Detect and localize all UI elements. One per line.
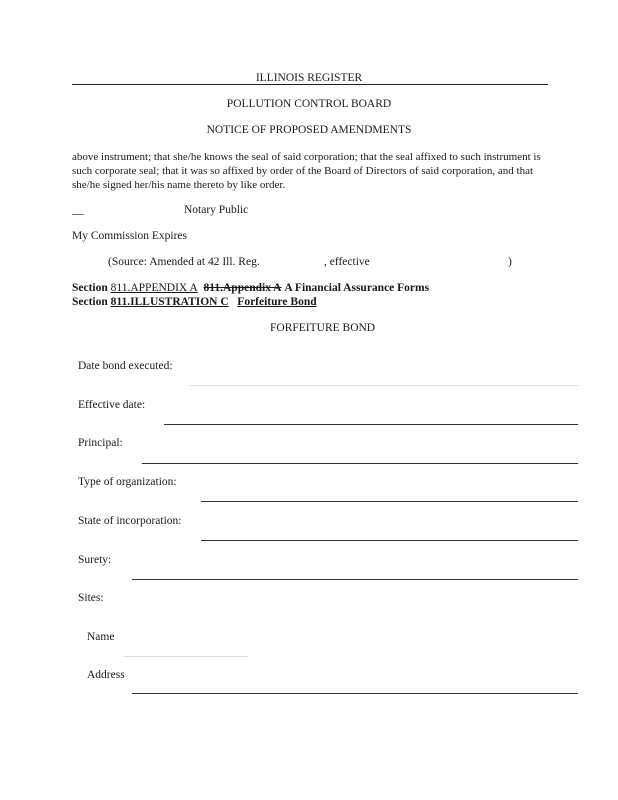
type-of-organization-line [201,501,578,502]
notary-public-label: Notary Public [184,204,249,216]
surety-line [132,579,578,580]
form-title: FORFEITURE BOND [270,322,376,334]
effective-date-line [164,424,578,425]
register-title: ILLINOIS REGISTER [255,72,363,84]
notice-title: NOTICE OF PROPOSED AMENDMENTS [206,124,412,136]
effective-date-label: Effective date: [78,399,146,411]
surety-label: Surety: [78,554,112,566]
section-new-number: 811.APPENDIX A [110,282,198,294]
commission-expires-label: My Commission Expires [72,230,188,242]
section-heading-illustration [72,296,317,308]
state-of-incorporation-line [201,540,578,541]
source-effective: , effective [324,256,370,268]
board-title: POLLUTION CONTROL BOARD [226,98,392,110]
date-bond-executed-label: Date bond executed: [78,360,173,372]
section-struck-number: 811.Appendix A [203,282,282,294]
section-new-number: 811.ILLUSTRATION C [110,296,229,308]
date-bond-executed-line [190,385,578,386]
site-address-label: Address [87,669,125,681]
principal-line [142,463,578,464]
body-paragraph: above instrument; that she/he knows the seal of said corporation; that the seal affixed to such instrument is such corporate seal; that it was so affixed by order of the Board of Directors of said corporation, and that she/he signed her/his name thereto by like order. [72,151,541,191]
site-name-label: Name [87,631,115,643]
type-of-organization-label: Type of organization: [78,476,177,488]
section-prefix: Section [72,296,111,308]
source-note: (Source: Amended at 42 Ill. Reg. [108,256,260,268]
section-title: A Financial Assurance Forms [284,282,430,294]
sites-label: Sites: [78,592,104,604]
section-title: Forfeiture Bond [237,296,317,308]
header-rule [72,84,548,85]
source-close: ) [508,256,512,268]
section-prefix: Section [72,282,111,294]
site-address-line [132,693,578,694]
section-heading-appendix [72,282,429,294]
notary-signature-line: __ [72,204,84,216]
principal-label: Principal: [78,437,123,449]
site-name-line [124,656,248,657]
state-of-incorporation-label: State of incorporation: [78,515,182,527]
